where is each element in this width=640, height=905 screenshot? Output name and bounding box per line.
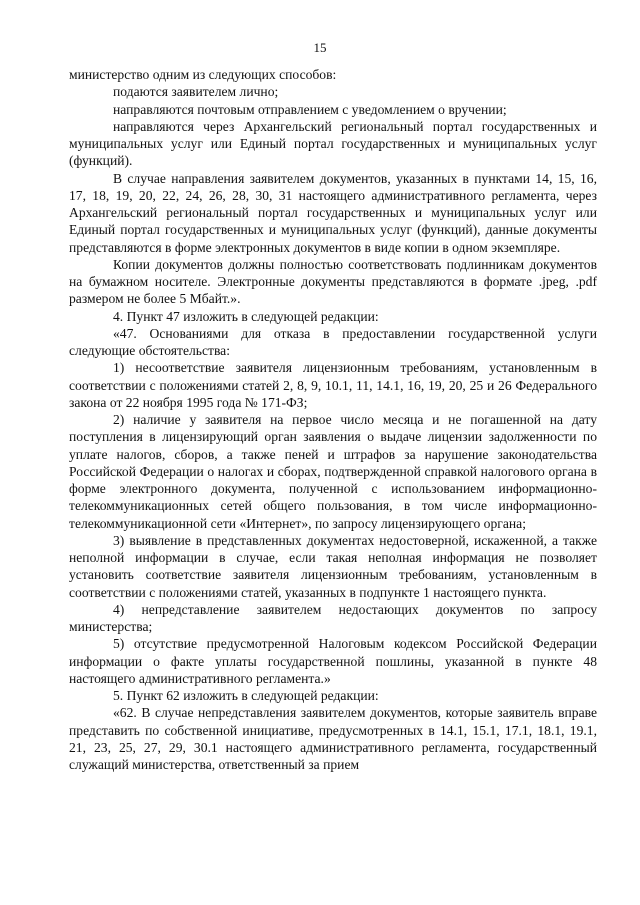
paragraph: 5. Пункт 62 изложить в следующей редакции: — [113, 688, 379, 703]
paragraph: «62. В случае непредставления заявителем документов, которые заявитель вправе представить по собственной инициативе, предусмотренных в 14.1, 15.1, 17.1, 18.1, 19.1, 21, 23, 25, 27, 29, 30.1 настоящего административного регламента, государственный служащий министерства, ответственный за прием — [69, 705, 597, 772]
paragraph: 4. Пункт 47 изложить в следующей редакции: — [113, 308, 379, 324]
paragraph: 2) наличие у заявителя на первое число месяца и не погашенной на дату поступления в лицензирующий орган заявления о выдаче лицензии задолженности по уплате налогов, сборов, а также пеней и штрафов за нарушение законодательства Российской Федерации о налогах и сборах, подтвержденной справкой налогового органа в форме электронного документа, полученной с использованием информационно-телекоммуникационных сетей общего пользования, в том числе информационно-телекоммуникационной сети «Интернет», по запросу лицензирующего органа; — [69, 412, 597, 531]
page-number: 15 — [313, 40, 327, 55]
paragraph: «47. Основаниями для отказа в предоставлении государственной услуги следующие обстоятельства: — [69, 325, 597, 358]
paragraph: 1) несоответствие заявителя лицензионным требованиям, установленным в соответствии с положениями статей 2, 8, 9, 10.1, 11, 14.1, 16, 19, 20, 25 и 26 Федерального закона от 22 ноября 1995 года № 171-ФЗ; — [69, 360, 597, 410]
paragraph: министерство одним из следующих способов: — [69, 67, 337, 82]
paragraph: подаются заявителем лично; — [113, 84, 279, 100]
paragraph: направляются через Архангельский региональный портал государственных и муниципальных услуг или Единый портал государственных и муниципальных услуг (функций). — [69, 118, 597, 169]
paragraph: 5) отсутствие предусмотренной Налоговым кодексом Российской Федерации информации о факте уплаты государственной пошлины, указанной в пункте 48 настоящего административного регламента.» — [69, 636, 597, 686]
paragraph: В случае направления заявителем документов, указанных в пунктами 14, 15, 16, 17, 18, 19, 20, 22, 24, 26, 28, 30, 31 настоящего административного регламента, через Архангельский региональный портал государственных и муниципальных услуг или Единый портал государственных и муниципальных услуг (функций), данные документы представляются в форме электронных документов в виде копии в одном экземпляре. — [69, 170, 597, 255]
paragraph: направляются почтовым отправлением с уведомлением о вручении; — [113, 101, 507, 117]
paragraph: 3) выявление в представленных документах недостоверной, искаженной, а также неполной информации в случае, если такая неполная информация не позволяет установить соответствие заявителя лицензионным требованиям, установленным в соответствии с положениями статей, указанных в подпункте 1 настоящего пункта. — [69, 532, 597, 600]
paragraph: Копии документов должны полностью соответствовать подлинникам документов на бумажном носителе. Электронные документы представляются в формате .jpeg, .pdf размером не более 5 Мбайт.». — [69, 256, 597, 307]
paragraph: 4) непредставление заявителем недостающих документов по запросу министерства; — [69, 601, 597, 634]
document-body — [69, 66, 597, 773]
